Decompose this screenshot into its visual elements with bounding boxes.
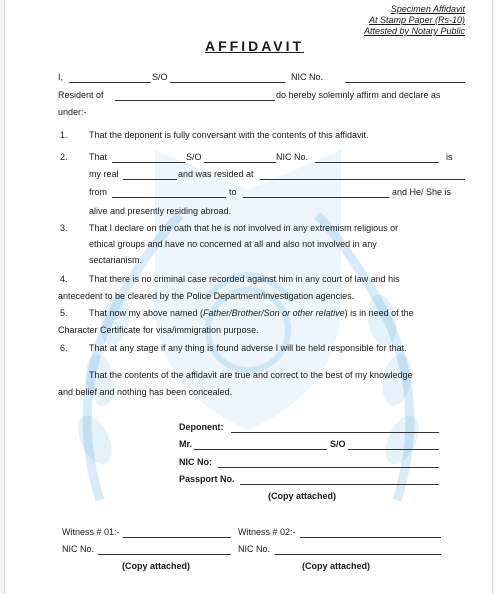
header-line-specimen: Specimen Affidavit [390,4,465,14]
item-2-residence-blank[interactable] [260,179,465,180]
witness-2-copy-attached: (Copy attached) [302,561,371,571]
header-line-stamp-paper: At Stamp Paper (Rs-10) [368,15,465,25]
item-5-line-1 [89,308,414,319]
item-2-relation-blank[interactable] [123,179,177,180]
witness-2-nic-label: NIC No. [238,544,271,554]
item-2-alive: alive and presently residing abroad. [89,206,232,216]
item-3-line-2: ethical groups and have no concerned at all and also not involved in any [89,239,377,249]
intro-resident: Resident of [58,90,104,100]
deponent-nic-blank[interactable] [218,467,439,468]
item-1-number: 1. [60,130,68,140]
deponent-passport-label: Passport No. [179,474,235,484]
item-4-line-1: That there is no criminal case recorded against him in any court of law and his [89,274,400,284]
document-title: AFFIDAVIT [205,38,305,54]
father-name-blank[interactable] [170,82,285,83]
intro-affirm: do hereby solemnly affirm and declare as [276,90,441,100]
deponent-mr-label: Mr. [179,439,193,449]
item-3-number: 3. [60,223,68,233]
item-6-text: That at any stage if any thing is found adverse I will be held responsible for that. [89,343,407,353]
item-2-resided: and was resided at [178,169,254,179]
item-2-and-he: and He/ She is [392,187,452,197]
item-5-text-b: ) is in need of the [344,308,414,318]
item-3-line-3: sectarianism. [89,255,143,265]
item-2-to: to [229,187,237,197]
item-6-number: 6. [60,343,68,353]
name-blank[interactable] [69,82,151,83]
deponent-signature-blank[interactable] [231,432,439,433]
address-blank[interactable] [115,100,275,101]
item-5-number: 5. [60,308,68,318]
item-5-relative-italic: Father/Brother/Son or other relative [203,308,345,318]
witness-1-nic-blank[interactable] [98,554,231,555]
intro-nic: NIC No. [291,72,324,82]
item-4-line-2: antecedent to be cleared by the Police Department/investigation agencies. [58,291,355,301]
witness-2-label: Witness # 02:- [238,527,296,537]
witness-1-nic-label: NIC No. [62,544,95,554]
deponent-passport-blank[interactable] [240,484,439,485]
item-3-line-1: That I declare on the oath that he is not involved in any extremism religious or [89,223,399,233]
item-2-name-blank[interactable] [112,162,185,163]
intro-i: I, [58,72,64,82]
deponent-father-blank[interactable] [348,449,439,450]
item-5-text-a: That now my above named ( [89,308,204,318]
affidavit-page [4,0,493,594]
deponent-label: Deponent: [179,422,224,432]
item-2-father-blank[interactable] [204,162,276,163]
item-2-nic: NIC No. [276,152,309,162]
item-4-number: 4. [60,274,68,284]
item-5-line-2: Character Certificate for visa/immigration purpose. [58,325,259,335]
item-2-my-real: my real [89,169,119,179]
closing-line-2: and belief and nothing has been concealed. [58,387,233,397]
item-2-nic-blank[interactable] [315,162,439,163]
nic-blank[interactable] [345,82,465,83]
item-2-from: from [89,187,107,197]
item-2-is: is [446,152,453,162]
witness-1-signature-blank[interactable] [123,537,231,538]
item-2-to-blank[interactable] [243,197,389,198]
witness-2-signature-blank[interactable] [300,537,441,538]
item-2-from-blank[interactable] [112,197,226,198]
item-2-so: S/O [186,152,202,162]
intro-so: S/O [152,72,168,82]
deponent-copy-attached: (Copy attached) [268,491,337,501]
intro-under: under:- [58,107,87,117]
closing-line-1: That the contents of the affidavit are true and correct to the best of my knowledge [89,370,413,380]
witness-1-copy-attached: (Copy attached) [122,561,191,571]
deponent-so-label: S/O [330,439,346,449]
item-2-that: That [89,152,108,162]
header-line-notary: Attested by Notary Public [363,26,465,36]
witness-2-nic-blank[interactable] [275,554,441,555]
item-1-text: That the deponent is fully conversant with the contents of this affidavit. [89,130,369,140]
deponent-name-blank[interactable] [194,449,327,450]
deponent-nic-label: NIC No: [179,457,212,467]
item-2-number: 2. [60,152,68,162]
witness-1-label: Witness # 01:- [62,527,120,537]
